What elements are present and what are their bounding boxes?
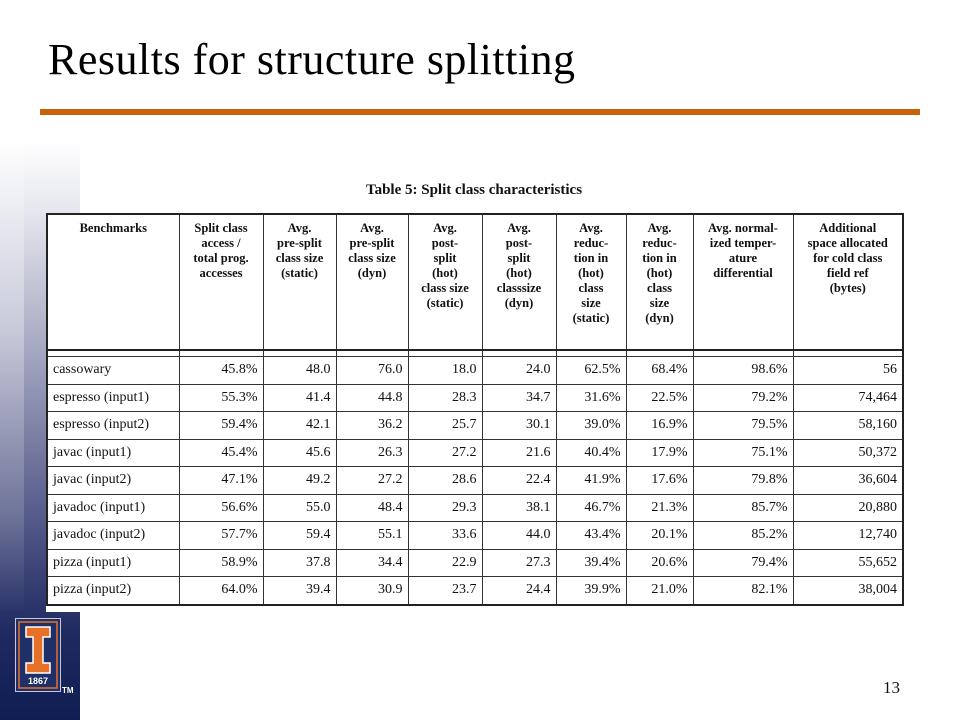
- value-cell: 79.5%: [693, 412, 793, 440]
- value-cell: 25.7: [408, 412, 482, 440]
- value-cell: 55,652: [793, 549, 903, 577]
- table-row: [47, 522, 903, 550]
- table-row: [47, 384, 903, 412]
- header-post-split-dyn: Avg. post- split (hot) classsize (dyn): [482, 214, 556, 350]
- value-cell: 22.5%: [626, 384, 693, 412]
- value-cell: 21.3%: [626, 494, 693, 522]
- value-cell: 39.0%: [556, 412, 626, 440]
- value-cell: 26.3: [336, 439, 408, 467]
- university-seal-icon: [16, 619, 60, 691]
- header-temperature-differential: Avg. normal- ized temper- ature differential: [693, 214, 793, 350]
- value-cell: 76.0: [336, 357, 408, 385]
- value-cell: 39.4%: [556, 549, 626, 577]
- value-cell: 49.2: [263, 467, 336, 495]
- table-row: [47, 412, 903, 440]
- value-cell: 34.4: [336, 549, 408, 577]
- value-cell: 41.4: [263, 384, 336, 412]
- header-reduction-dyn: Avg. reduc- tion in (hot) class size (dyn): [626, 214, 693, 350]
- benchmark-name-cell: pizza (input1): [47, 549, 179, 577]
- value-cell: 20.1%: [626, 522, 693, 550]
- slide-title: Results for structure splitting: [48, 35, 576, 84]
- benchmark-name-cell: javadoc (input1): [47, 494, 179, 522]
- split-class-table: [46, 213, 904, 606]
- value-cell: 27.2: [408, 439, 482, 467]
- value-cell: 37.8: [263, 549, 336, 577]
- value-cell: 48.0: [263, 357, 336, 385]
- table-caption: Table 5: Split class characteristics: [365, 182, 583, 198]
- table-header-row: [47, 214, 903, 350]
- value-cell: 44.0: [482, 522, 556, 550]
- value-cell: 79.8%: [693, 467, 793, 495]
- value-cell: 20.6%: [626, 549, 693, 577]
- page-number: 13: [883, 678, 900, 697]
- table-row: [47, 439, 903, 467]
- value-cell: 27.3: [482, 549, 556, 577]
- header-additional-space: Additional space allocated for cold class field ref (bytes): [793, 214, 903, 350]
- value-cell: 62.5%: [556, 357, 626, 385]
- value-cell: 48.4: [336, 494, 408, 522]
- benchmark-name-cell: espresso (input1): [47, 384, 179, 412]
- value-cell: 34.7: [482, 384, 556, 412]
- value-cell: 17.6%: [626, 467, 693, 495]
- value-cell: 30.9: [336, 577, 408, 605]
- value-cell: 28.3: [408, 384, 482, 412]
- value-cell: 22.4: [482, 467, 556, 495]
- header-split-class-access: Split class access / total prog. accesses: [179, 214, 263, 350]
- value-cell: 45.8%: [179, 357, 263, 385]
- value-cell: 36.2: [336, 412, 408, 440]
- value-cell: 55.1: [336, 522, 408, 550]
- value-cell: 17.9%: [626, 439, 693, 467]
- value-cell: 45.6: [263, 439, 336, 467]
- table-row: [47, 357, 903, 385]
- value-cell: 45.4%: [179, 439, 263, 467]
- value-cell: 33.6: [408, 522, 482, 550]
- value-cell: 59.4: [263, 522, 336, 550]
- header-pre-split-static: Avg. pre-split class size (static): [263, 214, 336, 350]
- value-cell: 85.7%: [693, 494, 793, 522]
- header-reduction-static: Avg. reduc- tion in (hot) class size (static): [556, 214, 626, 350]
- value-cell: 18.0: [408, 357, 482, 385]
- value-cell: 59.4%: [179, 412, 263, 440]
- benchmark-name-cell: javadoc (input2): [47, 522, 179, 550]
- university-logo: [15, 618, 61, 692]
- value-cell: 29.3: [408, 494, 482, 522]
- value-cell: 27.2: [336, 467, 408, 495]
- value-cell: 24.4: [482, 577, 556, 605]
- logo-year: 1867: [27, 676, 49, 686]
- value-cell: 30.1: [482, 412, 556, 440]
- value-cell: 57.7%: [179, 522, 263, 550]
- value-cell: 64.0%: [179, 577, 263, 605]
- value-cell: 21.6: [482, 439, 556, 467]
- benchmark-name-cell: pizza (input2): [47, 577, 179, 605]
- value-cell: 22.9: [408, 549, 482, 577]
- value-cell: 79.2%: [693, 384, 793, 412]
- value-cell: 56: [793, 357, 903, 385]
- value-cell: 20,880: [793, 494, 903, 522]
- value-cell: 56.6%: [179, 494, 263, 522]
- value-cell: 28.6: [408, 467, 482, 495]
- value-cell: 42.1: [263, 412, 336, 440]
- value-cell: 46.7%: [556, 494, 626, 522]
- value-cell: 47.1%: [179, 467, 263, 495]
- benchmark-name-cell: javac (input1): [47, 439, 179, 467]
- value-cell: 39.9%: [556, 577, 626, 605]
- value-cell: 55.3%: [179, 384, 263, 412]
- value-cell: 31.6%: [556, 384, 626, 412]
- value-cell: 38.1: [482, 494, 556, 522]
- header-pre-split-dyn: Avg. pre-split class size (dyn): [336, 214, 408, 350]
- value-cell: 24.0: [482, 357, 556, 385]
- value-cell: 74,464: [793, 384, 903, 412]
- value-cell: 50,372: [793, 439, 903, 467]
- value-cell: 68.4%: [626, 357, 693, 385]
- table-row: [47, 577, 903, 605]
- value-cell: 58.9%: [179, 549, 263, 577]
- value-cell: 12,740: [793, 522, 903, 550]
- value-cell: 16.9%: [626, 412, 693, 440]
- table-row: [47, 467, 903, 495]
- value-cell: 40.4%: [556, 439, 626, 467]
- value-cell: 39.4: [263, 577, 336, 605]
- value-cell: 55.0: [263, 494, 336, 522]
- value-cell: 82.1%: [693, 577, 793, 605]
- title-underline-rule: [40, 109, 920, 115]
- table-container: [46, 213, 902, 612]
- benchmark-name-cell: espresso (input2): [47, 412, 179, 440]
- value-cell: 36,604: [793, 467, 903, 495]
- decorative-side-strip: [0, 140, 24, 610]
- value-cell: 79.4%: [693, 549, 793, 577]
- table-row: [47, 549, 903, 577]
- header-benchmarks: Benchmarks: [47, 214, 179, 350]
- value-cell: 44.8: [336, 384, 408, 412]
- benchmark-name-cell: cassowary: [47, 357, 179, 385]
- value-cell: 98.6%: [693, 357, 793, 385]
- value-cell: 21.0%: [626, 577, 693, 605]
- value-cell: 75.1%: [693, 439, 793, 467]
- value-cell: 38,004: [793, 577, 903, 605]
- value-cell: 58,160: [793, 412, 903, 440]
- logo-trademark: TM: [62, 686, 74, 695]
- table-row: [47, 494, 903, 522]
- value-cell: 85.2%: [693, 522, 793, 550]
- value-cell: 41.9%: [556, 467, 626, 495]
- value-cell: 43.4%: [556, 522, 626, 550]
- value-cell: 23.7: [408, 577, 482, 605]
- header-post-split-static: Avg. post- split (hot) class size (static): [408, 214, 482, 350]
- benchmark-name-cell: javac (input2): [47, 467, 179, 495]
